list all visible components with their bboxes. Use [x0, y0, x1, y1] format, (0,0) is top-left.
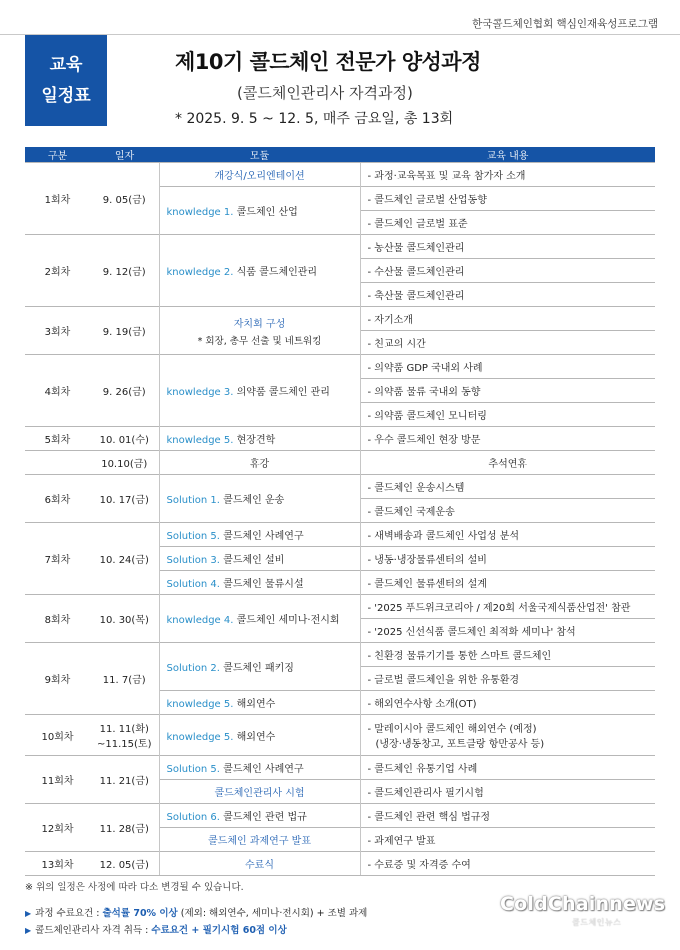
module-cell — [159, 691, 360, 715]
module-title: 콜드체인 산업 — [236, 207, 298, 218]
requirement-detail: (제외: 해외연수, 세미나·전시회) + 조별 과제 — [180, 908, 368, 919]
date-cell: 10. 01(수) — [90, 427, 159, 451]
session-cell: 11회차 — [25, 756, 90, 804]
header-module: 모듈 — [159, 147, 360, 163]
header-content: 교육 내용 — [360, 147, 655, 163]
content-cell: - 콜드체인 관련 핵심 법규정 — [360, 804, 655, 828]
module-title: 자치회 구성 — [233, 318, 286, 330]
schedule-badge — [25, 35, 107, 126]
badge-line-2: 일정표 — [41, 85, 91, 106]
page-title: 제10기 콜드체인 전문가 양성과정 — [175, 50, 481, 74]
module-title: 해외연수 — [236, 699, 276, 710]
date-cell: 10.10(금) — [90, 451, 159, 475]
content-cell: - 축산물 콜드체인관리 — [360, 283, 655, 307]
module-title: 의약품 콜드체인 관리 — [236, 387, 330, 398]
content-line: (냉장·냉동창고, 포트클랑 항만공사 등) — [375, 739, 545, 750]
content-cell: 추석연휴 — [360, 451, 655, 475]
date-cell: 11. 28(금) — [90, 804, 159, 852]
content-cell — [360, 715, 655, 756]
module-cell — [159, 715, 360, 756]
table-row — [25, 804, 655, 828]
module-cell: 콜드체인 과제연구 발표 — [159, 828, 360, 852]
content-cell: - 과정·교육목표 및 교육 참가자 소개 — [360, 163, 655, 187]
content-cell: - 콜드체인관리사 필기시험 — [360, 780, 655, 804]
module-keyword: Solution 3. — [166, 555, 220, 566]
session-cell: 7회차 — [25, 523, 90, 595]
content-cell: - 콜드체인 운송시스템 — [360, 475, 655, 499]
module-cell — [159, 756, 360, 780]
module-keyword: knowledge 2. — [166, 267, 234, 278]
date-end: ~11.15(토) — [97, 739, 152, 750]
module-cell — [159, 187, 360, 235]
content-cell: - 농산물 콜드체인관리 — [360, 235, 655, 259]
content-cell: - 자기소개 — [360, 307, 655, 331]
table-row — [25, 852, 655, 876]
module-keyword: knowledge 5. — [166, 731, 234, 743]
date-cell: 9. 12(금) — [90, 235, 159, 307]
content-cell: - 의약품 콜드체인 모니터링 — [360, 403, 655, 427]
session-cell: 1회차 — [25, 163, 90, 235]
module-cell — [159, 427, 360, 451]
content-line: - 말레이시아 콜드체인 해외연수 (예정) — [367, 724, 537, 735]
module-title: 현장견학 — [236, 435, 276, 446]
session-cell: 10회차 — [25, 715, 90, 756]
header-session: 구분 — [25, 147, 90, 163]
table-row — [25, 756, 655, 780]
module-keyword: knowledge 1. — [166, 207, 234, 218]
session-cell: 9회차 — [25, 643, 90, 715]
table-row — [25, 235, 655, 259]
requirement-label: 콜드체인관리사 자격 취득 : — [35, 925, 149, 936]
module-keyword: Solution 2. — [166, 663, 220, 674]
module-title: 콜드체인 세미나·전시회 — [236, 615, 340, 626]
content-cell: - 새벽배송과 콜드체인 사업성 분석 — [360, 523, 655, 547]
date-cell: 12. 05(금) — [90, 852, 159, 876]
table-row — [25, 523, 655, 547]
session-cell: 4회차 — [25, 355, 90, 427]
table-row — [25, 643, 655, 667]
module-title: 해외연수 — [236, 731, 276, 743]
module-keyword: knowledge 3. — [166, 387, 234, 398]
content-cell: - 의약품 물류 국내외 동향 — [360, 379, 655, 403]
module-cell — [159, 475, 360, 523]
date-cell: 9. 26(금) — [90, 355, 159, 427]
module-cell — [159, 307, 360, 355]
content-cell: - '2025 신선식품 콜드체인 최적화 세미나' 참석 — [360, 619, 655, 643]
module-keyword: Solution 1. — [166, 495, 220, 506]
content-cell: - 과제연구 발표 — [360, 828, 655, 852]
module-cell — [159, 643, 360, 691]
module-cell — [159, 547, 360, 571]
table-header-row — [25, 147, 655, 163]
content-cell: - 수료증 및 자격증 수여 — [360, 852, 655, 876]
module-title: 콜드체인 관련 법규 — [223, 812, 307, 823]
header-date: 일자 — [90, 147, 159, 163]
date-cell: 11. 21(금) — [90, 756, 159, 804]
module-keyword: Solution 6. — [166, 812, 220, 823]
content-cell: - 냉동·냉장물류센터의 설비 — [360, 547, 655, 571]
table-row — [25, 355, 655, 379]
session-cell: 2회차 — [25, 235, 90, 307]
module-title: 콜드체인 사례연구 — [223, 764, 304, 775]
table-row — [25, 451, 655, 475]
completion-requirement — [25, 905, 367, 919]
module-title: 콜드체인 패키징 — [223, 663, 294, 674]
module-cell — [159, 523, 360, 547]
module-keyword: knowledge 5. — [166, 435, 234, 446]
coldchainnews-watermark: ColdChainnews — [500, 893, 666, 915]
watermark-subtitle: 콜드체인뉴스 — [572, 918, 622, 927]
schedule-notice: ※ 위의 일정은 사정에 따라 다소 변경될 수 있습니다. — [25, 882, 244, 893]
certification-requirement — [25, 922, 287, 936]
content-cell: - 글로벌 콜드체인을 위한 유통환경 — [360, 667, 655, 691]
module-cell — [159, 571, 360, 595]
module-cell — [159, 235, 360, 307]
table-row — [25, 427, 655, 451]
requirement-highlight: 출석률 70% 이상 — [102, 908, 178, 919]
session-cell: 8회차 — [25, 595, 90, 643]
date-cell: 10. 24(금) — [90, 523, 159, 595]
table-row — [25, 595, 655, 619]
content-cell: - 콜드체인 국제운송 — [360, 499, 655, 523]
date-cell: 9. 19(금) — [90, 307, 159, 355]
content-cell: - 콜드체인 물류센터의 설계 — [360, 571, 655, 595]
module-keyword: knowledge 5. — [166, 699, 234, 710]
triangle-bullet-icon: ▶ — [25, 926, 32, 935]
date-cell: 10. 17(금) — [90, 475, 159, 523]
module-cell — [159, 355, 360, 427]
session-cell: 3회차 — [25, 307, 90, 355]
date-start: 11. 11(화) — [99, 724, 149, 735]
module-title: 콜드체인 물류시설 — [223, 579, 304, 590]
module-cell — [159, 804, 360, 828]
module-title: 콜드체인 사례연구 — [223, 531, 304, 542]
requirement-label: 과정 수료요건 : — [35, 908, 100, 919]
organization-name: 한국콜드체인협회 핵심인재육성프로그램 — [472, 18, 658, 30]
module-title: 식품 콜드체인관리 — [236, 267, 318, 278]
content-cell: - 콜드체인 글로벌 표준 — [360, 211, 655, 235]
content-cell: - 수산물 콜드체인관리 — [360, 259, 655, 283]
date-cell: 10. 30(목) — [90, 595, 159, 643]
content-cell: - 콜드체인 글로벌 산업동향 — [360, 187, 655, 211]
content-cell: - 우수 콜드체인 현장 방문 — [360, 427, 655, 451]
date-cell: 11. 7(금) — [90, 643, 159, 715]
table-row — [25, 163, 655, 187]
content-cell: - 친환경 물류기기를 통한 스마트 콜드체인 — [360, 643, 655, 667]
module-keyword: knowledge 4. — [166, 615, 234, 626]
module-title: 콜드체인 설비 — [223, 555, 285, 566]
module-cell: 개강식/오리엔테이션 — [159, 163, 360, 187]
module-cell: 휴강 — [159, 451, 360, 475]
triangle-bullet-icon: ▶ — [25, 909, 32, 918]
badge-line-1: 교육 — [49, 54, 83, 75]
module-keyword: Solution 5. — [166, 531, 220, 542]
content-cell: - '2025 푸드위크코리아 / 제20회 서울국제식품산업전' 참관 — [360, 595, 655, 619]
table-row — [25, 307, 655, 331]
schedule-table — [25, 147, 655, 876]
session-cell: 5회차 — [25, 427, 90, 451]
session-cell: 6회차 — [25, 475, 90, 523]
session-cell: 13회차 — [25, 852, 90, 876]
session-cell: 12회차 — [25, 804, 90, 852]
module-keyword: Solution 4. — [166, 579, 220, 590]
content-cell: - 친교의 시간 — [360, 331, 655, 355]
session-cell — [25, 451, 90, 475]
table-row — [25, 715, 655, 756]
date-cell — [90, 715, 159, 756]
page-subtitle: (콜드체인관리사 자격과정) — [237, 84, 413, 102]
module-cell — [159, 595, 360, 643]
module-title: 콜드체인 운송 — [223, 495, 285, 506]
content-cell: - 콜드체인 유통기업 사례 — [360, 756, 655, 780]
module-keyword: Solution 5. — [166, 764, 220, 775]
content-cell: - 해외연수사항 소개(OT) — [360, 691, 655, 715]
course-period: * 2025. 9. 5 ~ 12. 5, 매주 금요일, 총 13회 — [175, 111, 454, 127]
module-note: * 회장, 총무 선출 및 네트워킹 — [197, 335, 322, 347]
content-cell: - 의약품 GDP 국내외 사례 — [360, 355, 655, 379]
module-cell: 콜드체인관리사 시험 — [159, 780, 360, 804]
module-cell: 수료식 — [159, 852, 360, 876]
date-cell: 9. 05(금) — [90, 163, 159, 235]
table-row — [25, 475, 655, 499]
requirement-highlight: 수료요건 + 필기시험 60점 이상 — [151, 925, 287, 936]
